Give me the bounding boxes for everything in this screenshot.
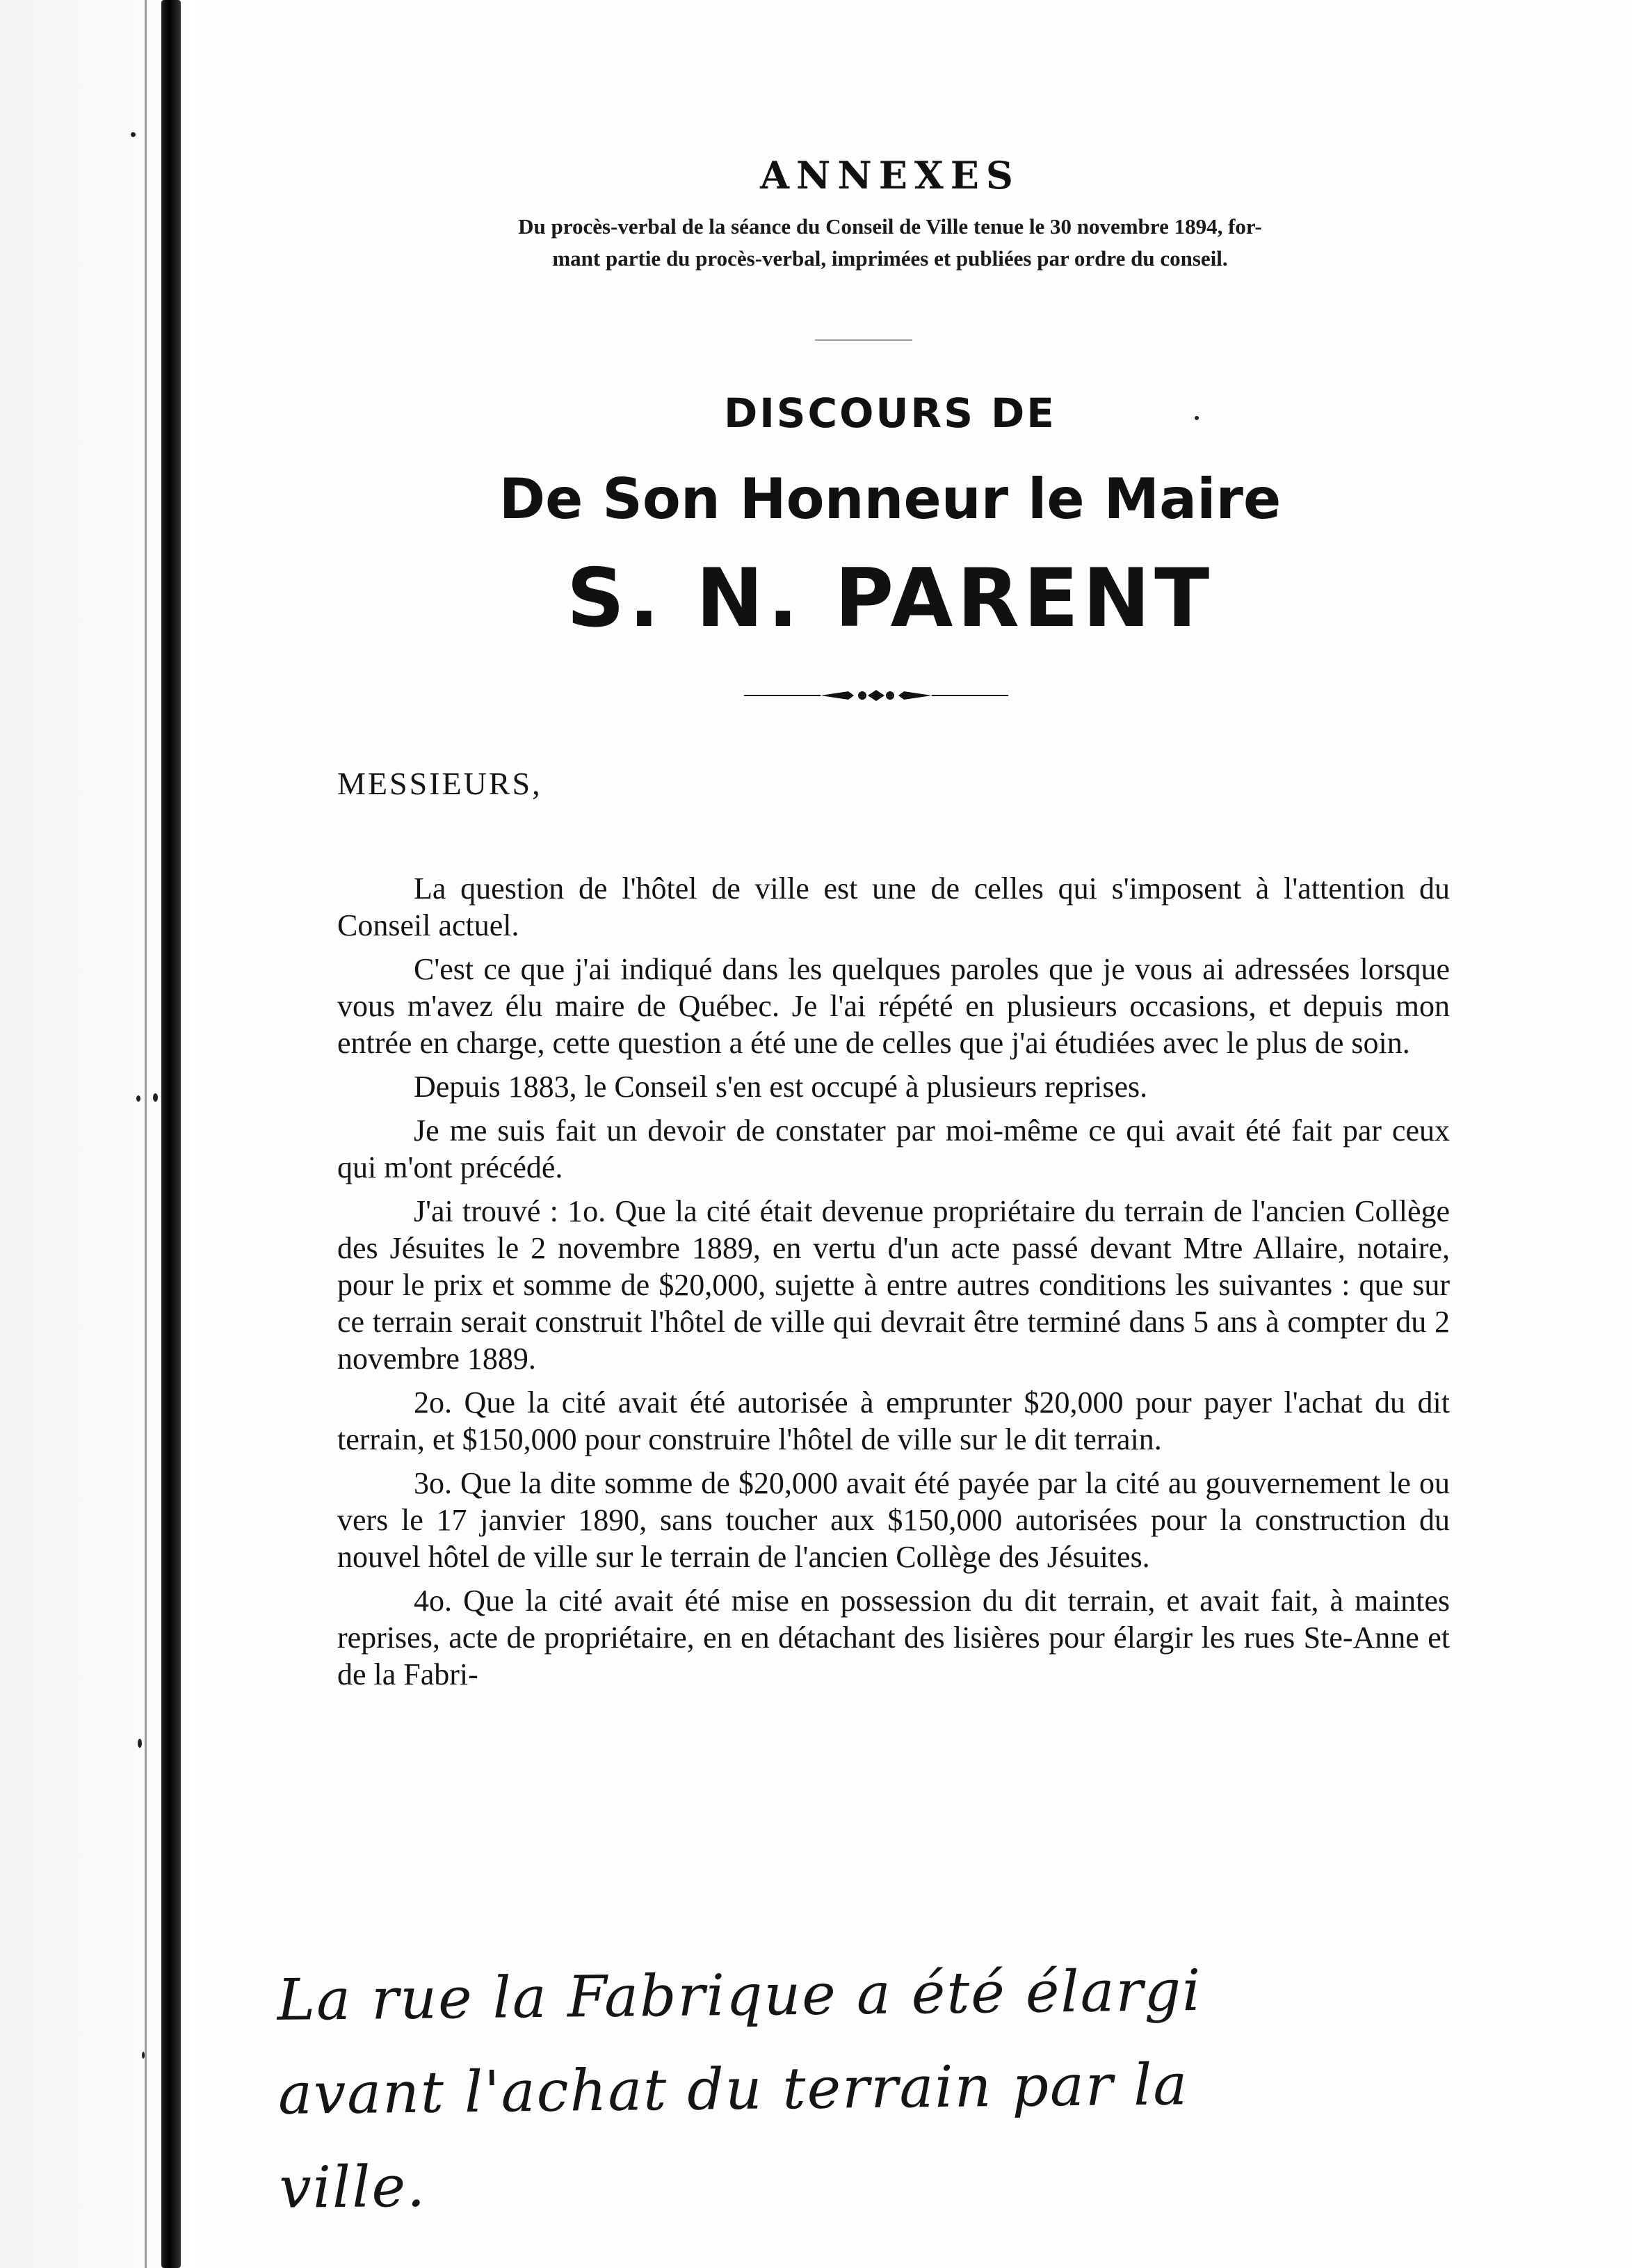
scan-speck: [131, 132, 136, 137]
page-edge-line: [145, 0, 147, 2268]
paragraph: J'ai trouvé : 1o. Que la cité était devenue propriétaire du terrain de l'ancien Collège des Jésuites le 2 novembre 1889, en vertu d'un acte passé devant Mtre Allaire, notaire, pour le prix et somme de $20,000, sujette à entre autres conditions les suivantes : que sur ce terrain serait construit l'hôtel de ville qui devrait être terminé dans 5 ans à compter du 2 novembre 1889.: [337, 1194, 1450, 1376]
scan-speck: [138, 1739, 142, 1748]
paragraph: Je me suis fait un devoir de constater par moi-même ce qui avait été fait par ceux qui m'ont précédé.: [337, 1113, 1450, 1184]
son-honneur-heading: De Son Honneur le Maire: [499, 466, 1282, 531]
speech-body: [337, 765, 1450, 1700]
paragraph: 4o. Que la cité avait été mise en possession du dit terrain, et avait fait, à maintes reprises, acte de propriétaire, en en détachant des lisières pour élargir les rues Ste-Anne et de la Fabri-: [337, 1584, 1450, 1691]
scan-speck: [136, 1095, 140, 1102]
paragraph: C'est ce que j'ai indiqué dans les quelques paroles que je vous ai adressées lorsque vous m'avez élu maire de Québec. Je l'ai répété en plusieurs occasions, et depuis mon entrée en charge, cette question a été une de celles que j'ai étudiées avec le plus de soin.: [337, 952, 1450, 1060]
annexes-header: [292, 153, 1488, 275]
section-divider: [815, 339, 912, 341]
paragraph: 2o. Que la cité avait été autorisée à emprunter $20,000 pour payer l'achat du dit terrain, et $150,000 pour construire l'hôtel de ville sur le dit terrain.: [337, 1385, 1450, 1456]
handwritten-line: avant l'achat du terrain par la: [277, 2052, 1189, 2128]
paragraph: Depuis 1883, le Conseil s'en est occupé à plusieurs reprises.: [414, 1070, 1148, 1104]
handwritten-annotation: [277, 1941, 1462, 2235]
handwritten-line: La rue la Fabrique a été élargi: [277, 1957, 1202, 2034]
annexes-subtitle-line1: Du procès-verbal de la séance du Conseil de Ville tenue le 30 novembre 1894, for-: [518, 214, 1262, 239]
speech-heading: [292, 389, 1488, 645]
paragraph: 3o. Que la dite somme de $20,000 avait été payée par la cité au gouvernement le ou vers le 17 janvier 1890, sans toucher aux $150,000 autorisées pour la construction du nouvel hôtel de ville sur le terrain de l'ancien Collège des Jésuites.: [337, 1466, 1450, 1574]
mayor-name-heading: S. N. PARENT: [566, 551, 1214, 645]
discours-de-heading: DISCOURS DE: [724, 389, 1056, 437]
salutation: MESSIEURS,: [337, 766, 542, 801]
book-spine: [161, 0, 181, 2268]
scan-speck: [142, 2052, 145, 2059]
handwritten-line: ville.: [278, 2153, 427, 2221]
annexes-subtitle: [292, 211, 1488, 275]
annexes-subtitle-line2: mant partie du procès-verbal, imprimées et publiées par ordre du conseil.: [552, 246, 1228, 271]
paragraph: La question de l'hôtel de ville est une de celles qui s'imposent à l'attention du Conseil actuel.: [337, 871, 1450, 942]
scan-speck: [153, 1093, 158, 1102]
ornament-divider: [744, 682, 1008, 709]
annexes-title: ANNEXES: [760, 153, 1020, 198]
